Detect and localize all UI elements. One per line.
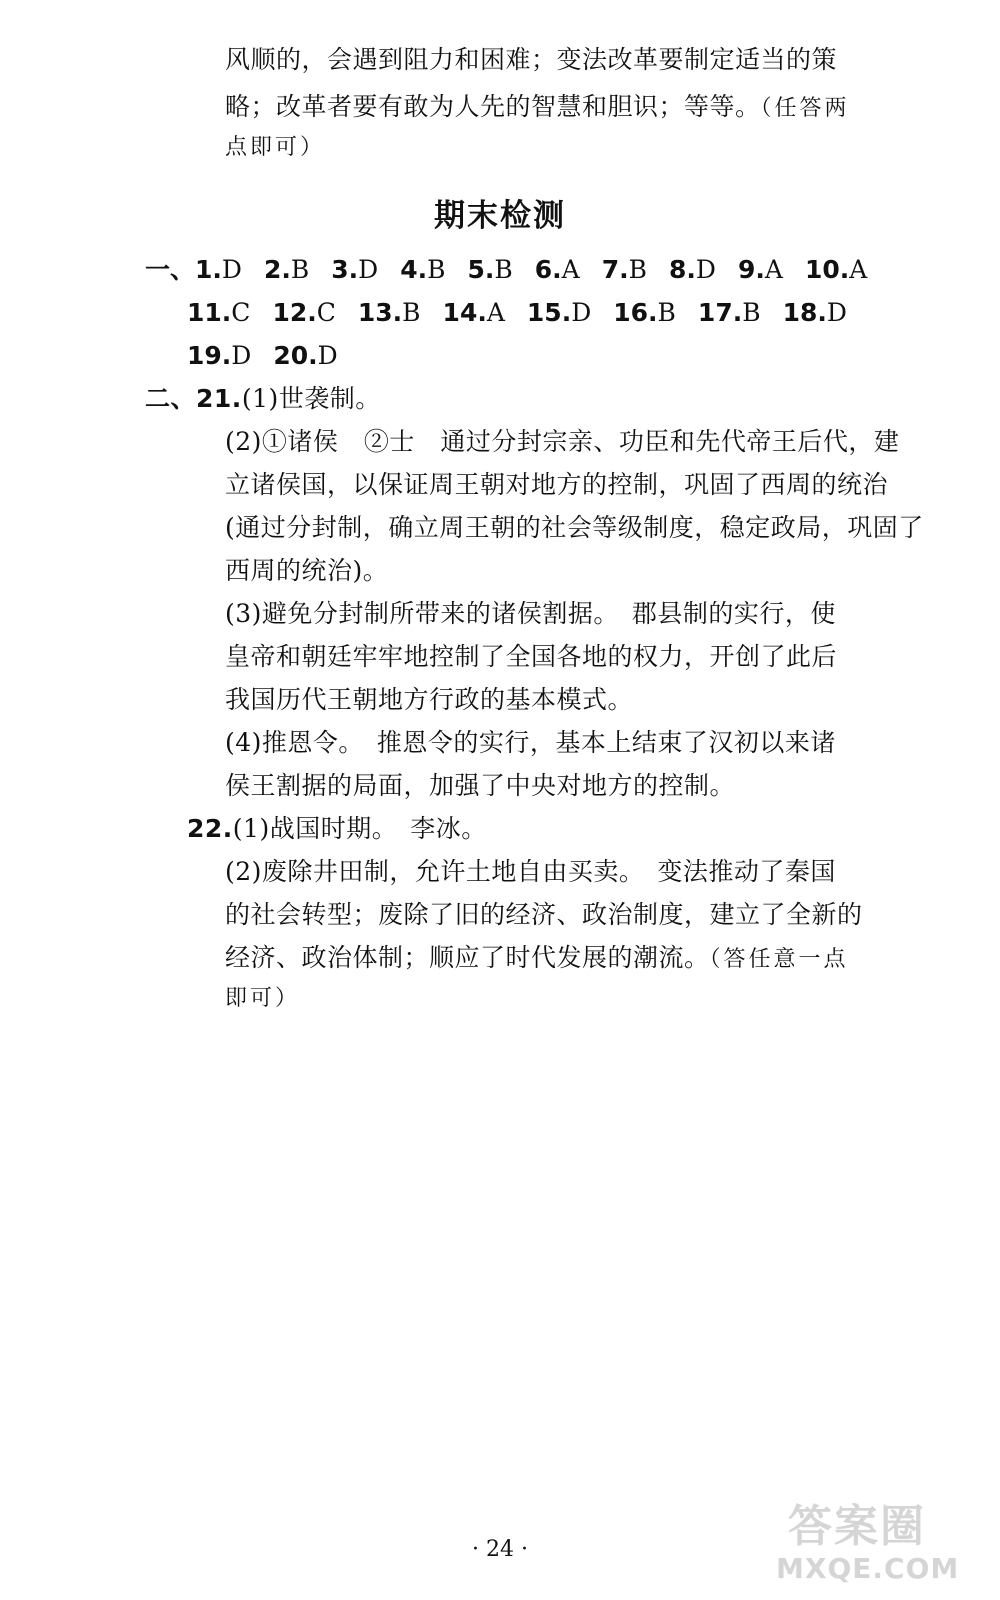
mc-answer: 10.A [804,255,868,284]
mc-answer: 2.B [263,255,310,284]
mc-answer: 19.D [187,341,252,370]
q21-part2-line4: 西周的统治)。 [225,556,389,585]
mc-answer: 20.D [273,341,338,370]
q22-part2-line4: 即可） [225,986,301,1011]
mc-answer: 14.A [442,298,505,327]
q21-part2-line2: 立诸侯国，以保证周王朝对地方的控制，巩固了西周的统治 [225,470,889,499]
q21-part3-line3: 我国历代王朝地方行政的基本模式。 [225,685,634,714]
q22-part2-line1: (2)废除井田制，允许土地自由买卖。 变法推动了秦国 [225,857,836,886]
mc-answer: 12.C [272,298,336,327]
mc-row-1: 一、1.D 2.B 3.D 4.B 5.B 6.A 7.B 8.D 9.A 10.A [145,255,868,284]
mc-answer: 16.B [613,298,676,327]
section-title: 期末检测 [434,198,566,234]
mc-row-2 [187,298,869,328]
mc-answer: 7.B [601,255,648,284]
q21-part3-line1: (3)避免分封制所带来的诸侯割据。 郡县制的实行，使 [225,599,836,628]
q21-part4-line2: 侯王割据的局面，加强了中央对地方的控制。 [225,771,736,800]
continuation-line-2: 略；改革者要有敢为人先的智慧和胆识；等等。（任答两 [225,92,850,121]
mc-answer: 8.D [669,255,716,284]
mc-answer: 6.A [534,255,580,284]
continuation-line-3: 点即可） [225,135,326,160]
continuation-line-1: 风顺的，会遇到阻力和困难；变法改革要制定适当的策 [225,45,838,74]
q21-part3-line2: 皇帝和朝廷牢牢地控制了全国各地的权力，开创了此后 [225,642,838,671]
mc-answer: 1.D [195,255,242,284]
mc-answer: 13.B [357,298,421,327]
q21-part2-line3: (通过分封制，确立周王朝的社会等级制度，稳定政局，巩固了 [225,513,924,542]
mc-answer: 4.B [400,255,446,284]
watermark-bottom: MXQE.COM [776,1552,960,1585]
q22-part1: 22.(1)战国时期。 李冰。 [187,814,487,843]
mc-answer: 9.A [737,255,783,284]
q21-part4-line1: (4)推恩令。 推恩令的实行，基本上结束了汉初以来诸 [225,728,836,757]
mc-answer: 15.D [526,298,592,327]
q22-part2-line3: 经济、政治体制；顺应了时代发展的潮流。（答任意一点 [225,943,849,972]
q21-part2-line1: (2)①诸侯 ②士 通过分封宗亲、功臣和先代帝王后代，建 [225,427,900,456]
watermark-logo [748,1482,988,1592]
mc-answer: 18.D [782,298,847,327]
mc-answer: 17.B [697,298,761,327]
q21-part1: 二、21.(1)世袭制。 [145,384,381,413]
mc-row-3 [187,341,360,371]
q22-part2-line2: 的社会转型；废除了旧的经济、政治制度，建立了全新的 [225,900,863,929]
mc-answer: 5.B [467,255,513,284]
mc-answer: 3.D [331,255,379,284]
mc-answer: 11.C [187,298,251,327]
page-number: · 24 · [472,1537,528,1562]
watermark-top: 答案圈 [788,1501,926,1552]
